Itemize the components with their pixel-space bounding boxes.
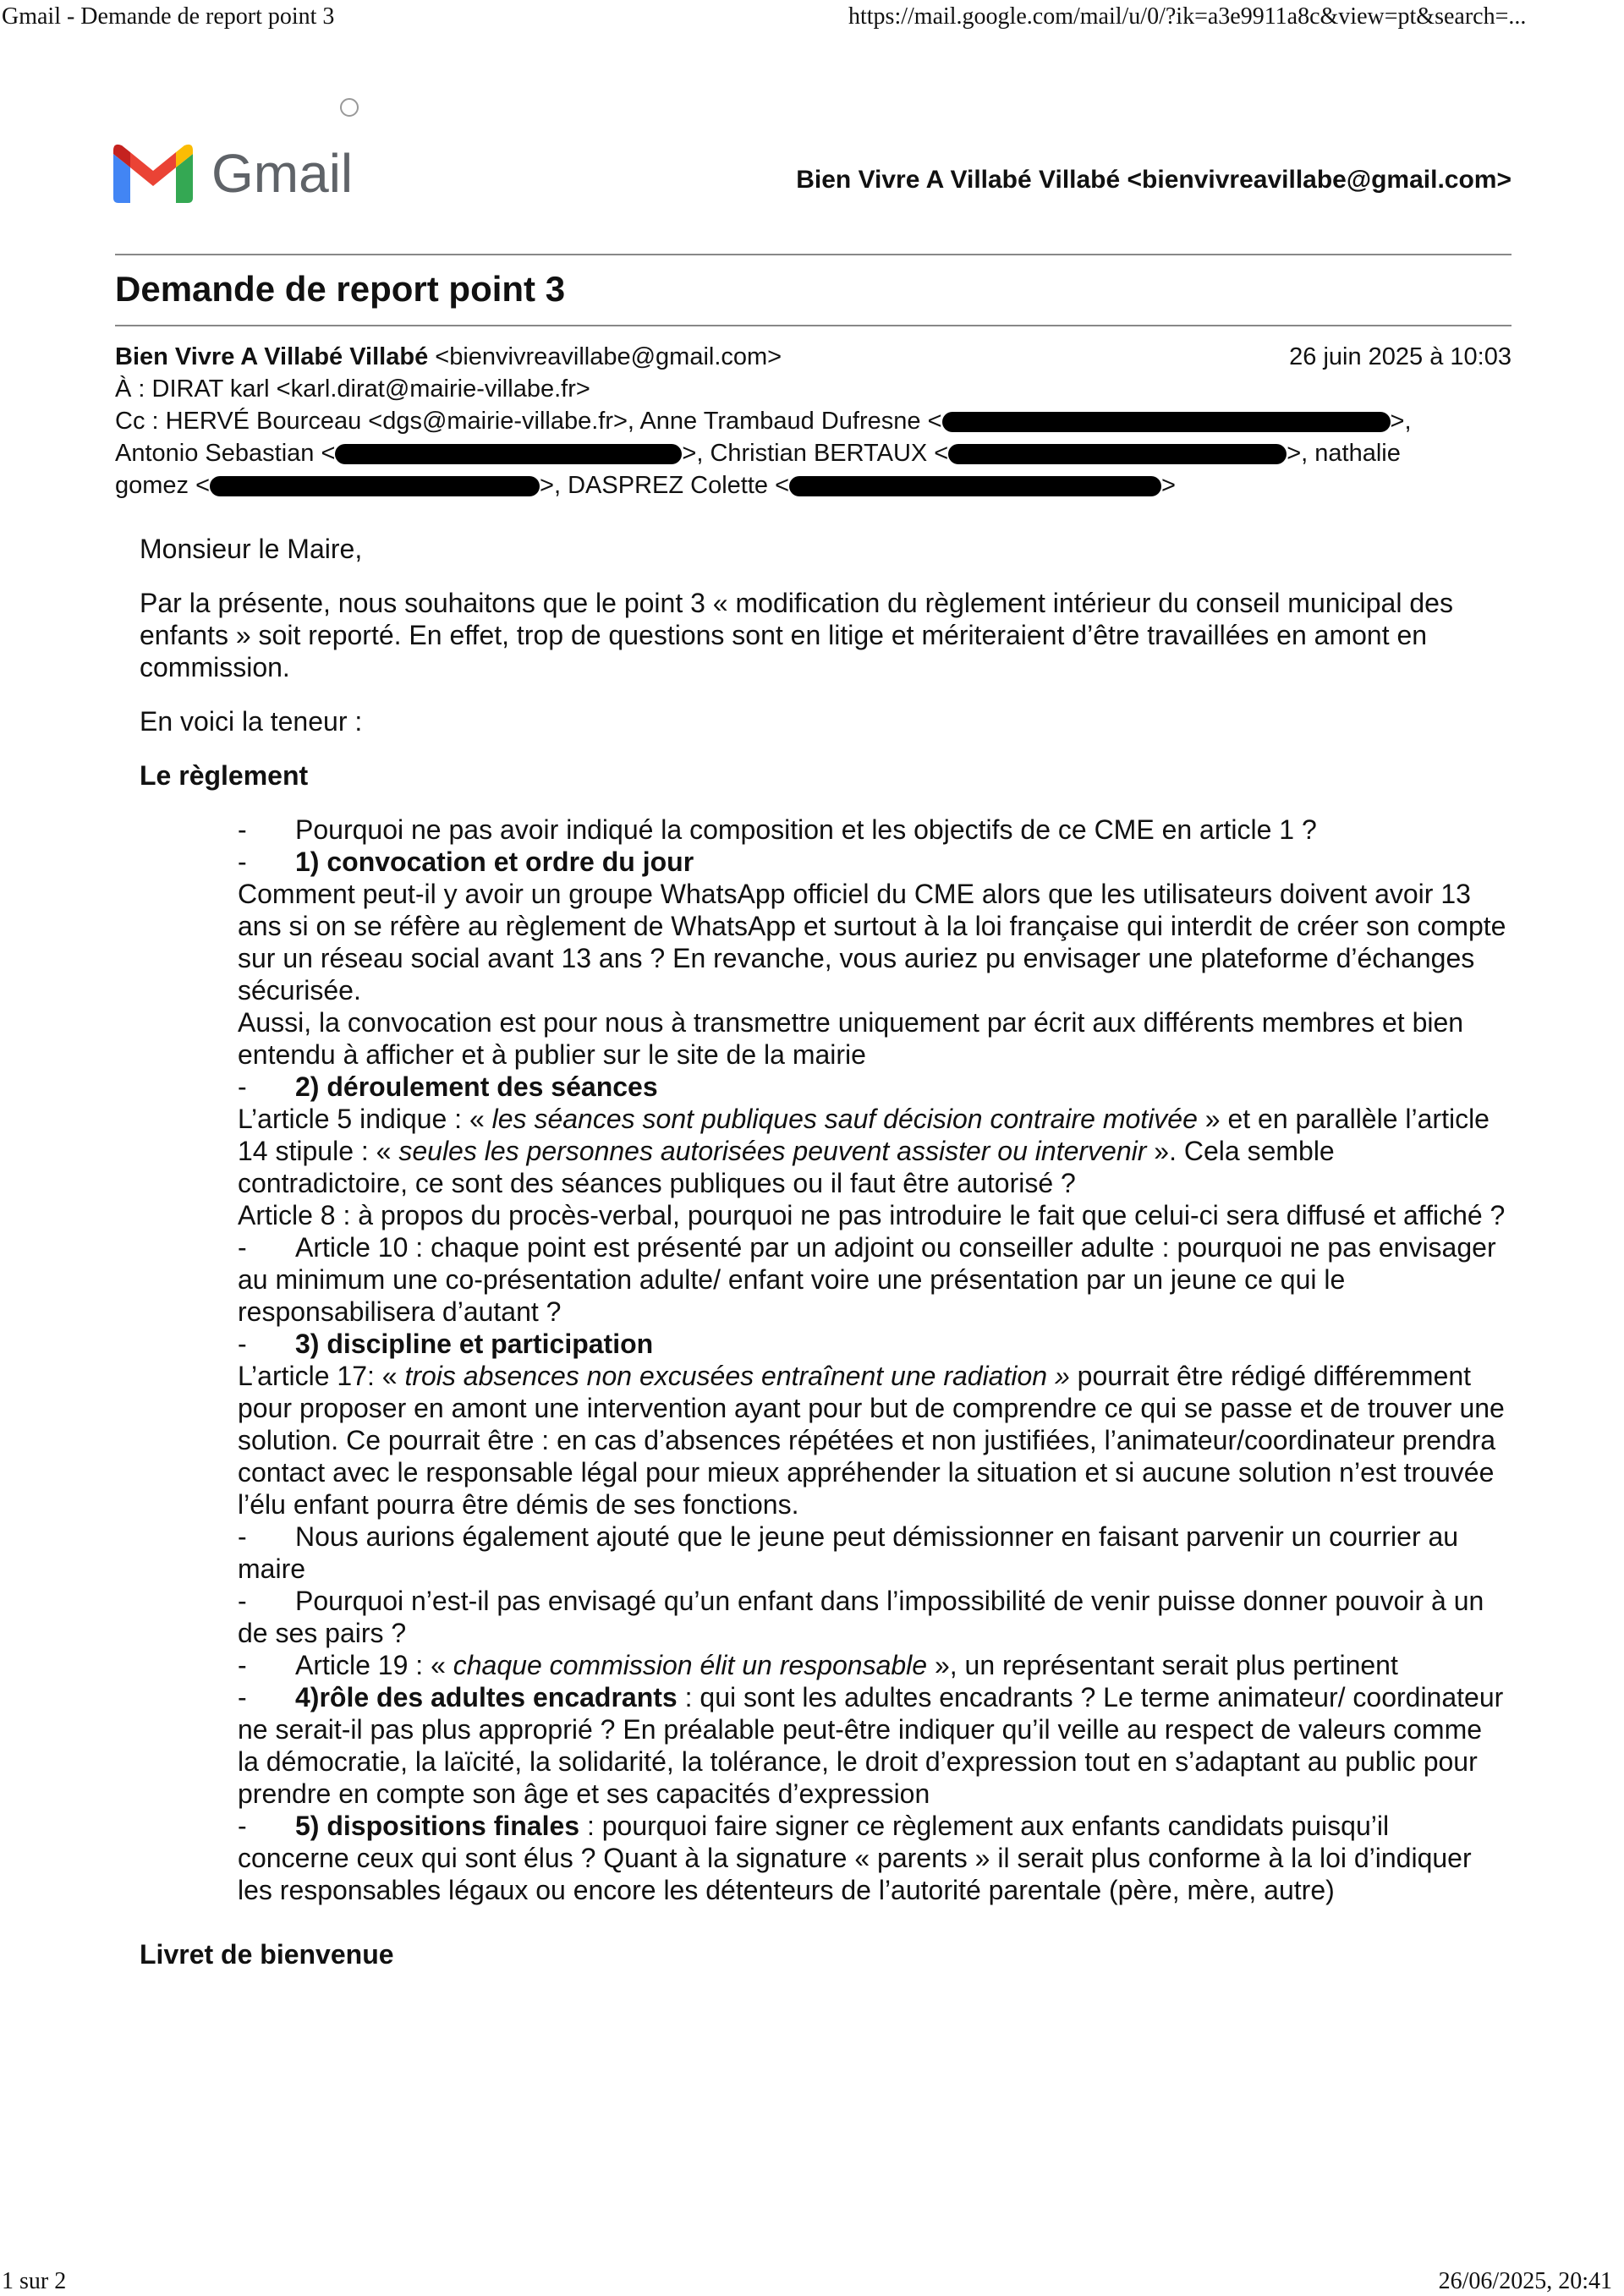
- item-heading: 5) dispositions finales: [295, 1811, 580, 1841]
- section-heading-reglement: Le règlement: [140, 760, 309, 791]
- dash-marker: -: [238, 1650, 247, 1680]
- text: » et en parallèle l’article 14 stipule : «: [238, 1104, 1490, 1166]
- cc-text: >, nathalie: [1287, 440, 1401, 467]
- redaction-mark: [335, 444, 682, 464]
- redaction-mark: [942, 412, 1391, 432]
- reglement-items: [238, 814, 1506, 1906]
- text: Article 19 : «: [295, 1650, 453, 1680]
- redaction-mark: [789, 476, 1161, 496]
- paragraph: [238, 1360, 1506, 1521]
- list-item: [238, 814, 1506, 846]
- text: L’article 17: «: [238, 1361, 405, 1391]
- text: ». Cela semble contradictoire, ce sont des séances publiques ou il faut être autorisé ?: [238, 1136, 1335, 1198]
- dash-marker: -: [238, 1521, 247, 1552]
- dash-marker: -: [238, 1586, 247, 1616]
- dash-marker: -: [238, 1329, 247, 1359]
- divider: [115, 325, 1512, 326]
- item-text: Pourquoi n’est-il pas envisagé qu’un enfant dans l’impossibilité de venir puisse donner pouvoir à un de ses pairs ?: [238, 1586, 1484, 1648]
- print-page-title: Gmail - Demande de report point 3: [2, 3, 335, 30]
- list-item: [238, 1071, 1506, 1103]
- message-from-row: [115, 341, 1512, 373]
- cc-text: Antonio Sebastian <: [115, 440, 336, 467]
- cc-text: >, DASPREZ Colette <: [540, 472, 790, 499]
- gmail-wordmark: Gmail: [211, 143, 354, 204]
- list-item: [238, 1328, 1506, 1360]
- item-text: Nous aurions également ajouté que le jeune peut démissionner en faisant parvenir un courrier au maire: [238, 1521, 1459, 1584]
- item-heading: 3) discipline et participation: [295, 1329, 654, 1359]
- print-page-url: https://mail.google.com/mail/u/0/?ik=a3e9911a8c&view=pt&search=...: [848, 3, 1527, 30]
- item-heading: 4)rôle des adultes encadrants: [295, 1682, 678, 1712]
- text: L’article 5 indique : «: [238, 1104, 492, 1134]
- quote: chaque commission élit un responsable: [453, 1650, 928, 1680]
- message-cc-row-1: [115, 405, 1512, 437]
- list-item: [238, 1681, 1506, 1810]
- list-item: [238, 846, 1506, 878]
- gmail-m-icon: [113, 144, 193, 203]
- item-text: Pourquoi ne pas avoir indiqué la composition et les objectifs de ce CME en article 1 ?: [295, 814, 1317, 845]
- list-item: [238, 1521, 1506, 1585]
- dash-marker: -: [238, 1682, 247, 1712]
- dash-marker: -: [238, 1071, 247, 1102]
- cc-text: Cc : HERVÉ Bourceau <dgs@mairie-villabe.fr>, Anne Trambaud Dufresne <: [115, 408, 942, 435]
- item-heading: 1) convocation et ordre du jour: [295, 847, 694, 877]
- message-body: [140, 533, 1506, 1992]
- greeting: Monsieur le Maire,: [140, 534, 363, 564]
- dash-marker: -: [238, 814, 247, 845]
- cc-text: >: [1161, 472, 1176, 499]
- gmail-logo: [113, 144, 353, 203]
- sender-name: Bien Vivre A Villabé Villabé: [115, 343, 429, 370]
- section-heading-livret: Livret de bienvenue: [140, 1939, 394, 1970]
- item-text: Article 10 : chaque point est présenté par un adjoint ou conseiller adulte : pourquoi ne pas envisager au minimum une co-présentation adulte/ enfant voire une présentation par un jeune ce qui le responsabilisera d’autant ?: [238, 1232, 1496, 1327]
- item-text: : pourquoi faire signer ce règlement aux enfants candidats puisqu’il concerne ceux qui sont élus ? Quant à la signature « parents » il serait plus conforme à la loi d’indiquer les responsables légaux ou encore les détenteurs de l’autorité parentale (père, mère, autre): [238, 1811, 1472, 1905]
- list-item: [238, 1649, 1506, 1681]
- quote: trois absences non excusées entraînent une radiation »: [404, 1361, 1070, 1391]
- item-text: : qui sont les adultes encadrants ? Le terme animateur/ coordinateur ne serait-il pas plus approprié ? En préalable peut-être indiquer qu’il veille au respect de valeurs comme la démocratie, la laïcité, la solidarité, la tolérance, le droit d’expression tout en s’adaptant au public pour prendre en compte son âge et ses capacités d’expression: [238, 1682, 1504, 1809]
- radio-circle-icon: [340, 98, 359, 117]
- teneur-line: En voici la teneur :: [140, 706, 363, 737]
- message-date: 26 juin 2025 à 10:03: [1289, 343, 1512, 370]
- text: », un représentant serait plus pertinent: [927, 1650, 1398, 1680]
- quote: les séances sont publiques sauf décision contraire motivée: [491, 1104, 1198, 1134]
- account-name: Bien Vivre A Villabé Villabé <bienvivreavillabe@gmail.com>: [796, 166, 1512, 194]
- item-heading: 2) déroulement des séances: [295, 1071, 658, 1102]
- message-cc-row-3: [115, 469, 1512, 501]
- redaction-mark: [210, 476, 540, 496]
- print-page-number: 1 sur 2: [2, 2268, 67, 2294]
- paragraph: Article 8 : à propos du procès-verbal, pourquoi ne pas introduire le fait que celui-ci sera diffusé et affiché ?: [238, 1200, 1506, 1230]
- print-datetime: 26/06/2025, 20:41: [1438, 2268, 1612, 2294]
- cc-text: >,: [1390, 408, 1412, 435]
- message-cc-row-2: [115, 437, 1512, 469]
- dash-marker: -: [238, 847, 247, 877]
- redaction-mark: [948, 444, 1287, 464]
- cc-text: >, Christian BERTAUX <: [682, 440, 949, 467]
- paragraph: Comment peut-il y avoir un groupe WhatsApp officiel du CME alors que les utilisateurs doivent avoir 13 ans si on se réfère au règlement de WhatsApp et surtout à la loi française qui interdit de créer son compte sur un réseau social avant 13 ans ? En revanche, vous auriez pu envisager une plateforme d’échanges sécurisée.: [238, 879, 1506, 1006]
- dash-marker: -: [238, 1811, 247, 1841]
- divider: [115, 254, 1512, 255]
- sender-email: <bienvivreavillabe@gmail.com>: [435, 343, 782, 370]
- intro-paragraph: Par la présente, nous souhaitons que le point 3 « modification du règlement intérieur du conseil municipal des enfants » soit reporté. En effet, trop de questions sont en litige et mériteraient d’être travaillées en amont en commission.: [140, 588, 1453, 682]
- cc-text: gomez <: [115, 472, 211, 499]
- email-subject: Demande de report point 3: [115, 269, 566, 309]
- quote: seules les personnes autorisées peuvent assister ou intervenir: [398, 1136, 1147, 1166]
- list-item: [238, 1810, 1506, 1906]
- text: pourrait être rédigé différemment pour proposer en amont une intervention ayant pour but de comprendre ce qui se passe et de trouver une solution. Ce pourrait être : en cas d’absences répétées et non justifiées, l’animateur/coordinateur prendra contact avec le responsable légal pour mieux appréhender la situation et si aucune solution n’est trouvée l’élu enfant pourra être démis de ses fonctions.: [238, 1361, 1505, 1520]
- list-item: [238, 1585, 1506, 1649]
- paragraph: Aussi, la convocation est pour nous à transmettre uniquement par écrit aux différents membres et bien entendu à afficher et à publier sur le site de la mairie: [238, 1007, 1464, 1070]
- message-to-row: À : DIRAT karl <karl.dirat@mairie-villabe.fr>: [115, 375, 590, 403]
- dash-marker: -: [238, 1232, 247, 1263]
- paragraph: [238, 1103, 1506, 1199]
- list-item: [238, 1231, 1506, 1328]
